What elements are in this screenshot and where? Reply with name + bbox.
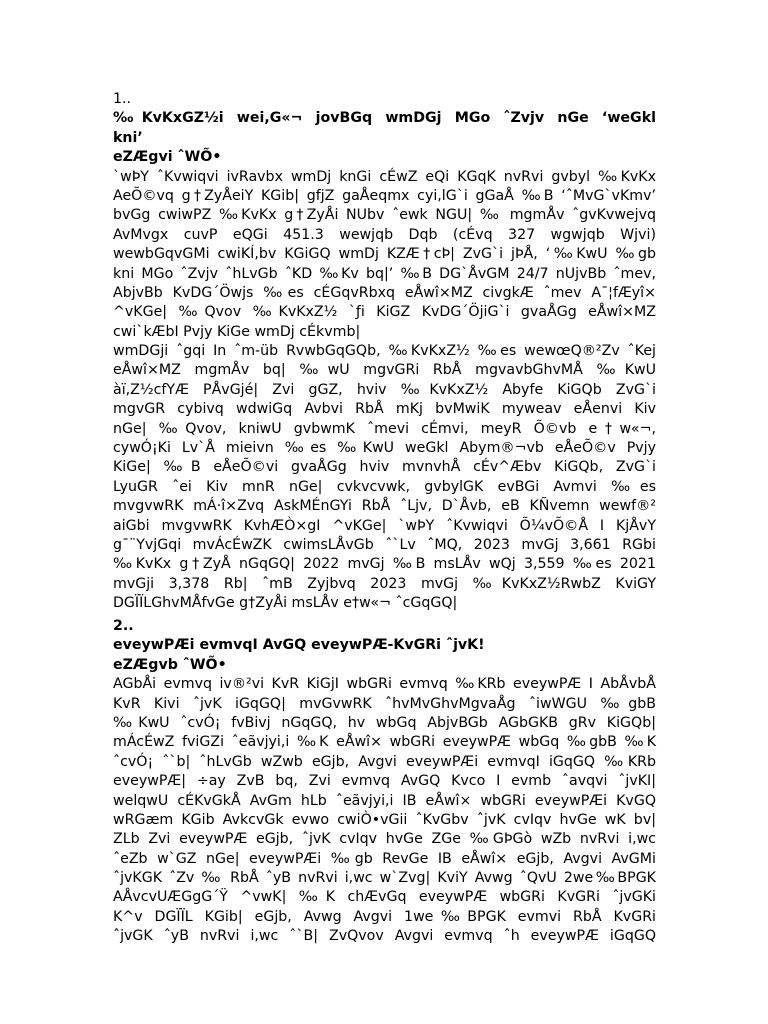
- text-line: wewbGqvGMi cwiKÍ,bv KGiGQ wmDj KZÆ†cÞ| ZvG`i jÞÅ, ‘‰KwU ‰gb: [113, 246, 656, 263]
- article-title: eveywPÆi evmvqI AvGQ eveywPÆ-KvGRi ˆjvK!: [113, 637, 485, 654]
- text-line: K^v DGÏÏL KGib| eGjb, Avwg Avgvi 1we‰BPGK evmvi RbÅ KvGRi: [113, 908, 656, 925]
- article-subtitle: eZÆgvi ˆWÕ•: [113, 149, 222, 166]
- text-line: AvMvgx cuvP eQGi 451.3 wewjqb Dqb (cÉvq 327 wgwjqb Wjvi): [113, 226, 656, 243]
- text-line: àï,Z½cfYÆ PÅvGjé| Zvi gGZ, hviv ‰KvKxZ½ Abyfe KiGQb ZvG`i: [113, 381, 656, 398]
- text-line: wRGæm KGib AvkcvGk evwo cwiÒ•vGii ˆKvGbv ˆjvK cvIqv hvGe wK bv|: [113, 811, 656, 828]
- text-line: eÅwî×MZ mgmÅv bq| ‰wU mgvGRi RbÅ mgvavbGhvMÅ ‰KwU: [113, 362, 656, 379]
- text-line: AGbÅi evmvq iv®²vi KvR KiGjI wbGRi evmvq ‰KRb eveywPÆ I AbÅvbÅ: [113, 676, 656, 693]
- text-line: KiGe| ‰B eÅeÕ©vi gvaÅGg hviv mvnvhÅ cÉv^Æbv KiGQb, ZvG`i: [113, 459, 656, 476]
- section-2: [113, 617, 656, 947]
- text-line: nGe| ‰Qvov, kniwU gvbwmK ˆmevi cÉmvi, meyR Õ©vb e†w«¬,: [113, 420, 656, 437]
- text-line: eveywPÆ| ÷ay ZvB bq, Zvi evmvq AvGQ Kvco I evmb ˆavqvi ˆjvKI|: [113, 773, 656, 790]
- paragraph: [113, 168, 656, 343]
- text-line: ^vKGe| ‰Qvov ‰KvKxZ½ `ƒi KiGZ KvDG´ÖjiG`i gvaÅGg eÅwî×MZ: [113, 304, 656, 321]
- text-line: LyuGR ˆei Kiv mnR nGe| cvkvcvwk, gvbylGK evBGi Avmvi ‰es: [113, 478, 656, 495]
- text-line: wmDGji ˆgqi In ˆm-üb RvwbGqGQb, ‰KvKxZ½ ‰es wewœQ®²Zv ˆKej: [113, 343, 656, 360]
- paragraph: [113, 342, 656, 613]
- text-line: AÅvcvUÆGgG´Ÿ ^vwK| ‰K chÆvGq eveywPÆ wbGRi KvGRi ˆjvGKi: [113, 889, 656, 906]
- text-line: aiGbi mvgvwRK KvhÆÒ×gI ^vKGe| `wÞY ˆKvwiqvi Õ¼vÕ©Å I KjÅvY: [113, 517, 656, 534]
- text-line: ZLb Zvi eveywPÆ eGjb, ˆjvK cvIqv hvGe ZGe ‰GÞGò wZb nvRvi i,wc: [113, 831, 656, 848]
- text-line: AeÕ©vq g†ZyÅeiY KGib| gfjZ gaÅeqmx cyi,lG`i gGaÅ ‰B ‘ˆMvG`vKmv’: [113, 187, 656, 204]
- article-title-line: ‰KvKxGZ½i wei,G«¬ jovBGq wmDGj MGo ˆZvjv nGe ‘weGkl: [113, 110, 656, 127]
- text-line: DGÏÏLGhvMÅfvGe g†ZyÅi msLÅv e†w«¬ ˆcGqGQ|: [113, 595, 458, 612]
- text-line: mvgvwRK mÁ·î×Zvq AskMÉnGYi RbÅ ˆLjv, D`Åvb, eB KÑvemn wewf®²: [113, 498, 656, 515]
- text-line: KvR Kivi ˆjvK iGqGQ| mvGvwRK ˆhvMvGhvMgvaÅg ˆiwWGU ‰gbB: [113, 695, 656, 712]
- text-line: ˆcvÓ¡ ˆ`b| ˆhLvGb wZwb eGjb, Avgvi eveywPÆi evmvqI iGqGQ ‰KRb: [113, 753, 656, 770]
- text-line: kni MGo ˆZvjv ˆhLvGb ˆKD ‰Kv bq|’ ‰B DG`ÅvGM 24/7 nUjvBb ˆmev,: [113, 265, 656, 282]
- text-line: cwi`kÆbI Pvjy KiGe wmDj cÉkvmb|: [113, 323, 361, 340]
- text-line: ‰KvKx g†ZyÅ nGqGQ| 2022 mvGj ‰B msLÅv wQj 3,559 ‰es 2021: [113, 556, 656, 573]
- section-number: 2..: [113, 618, 134, 634]
- text-line: ˆjvKGK ˆZv ‰ RbÅ ˆyB nvRvi i,wc w`Zvg| KviY Avwg ˆQvU 2we‰BPGK: [113, 870, 656, 887]
- text-line: bvGg cwiwPZ ‰KvKx g†ZyÅi NUbv ˆewk NGU| ‰ mgmÅv ˆgvKvwejvq: [113, 207, 656, 224]
- paragraph: [113, 675, 656, 946]
- text-line: g¯¨YvjGqi mvÁcÉwZK cwimsLÅvGb ˆ`Lv ˆMQ, 2023 mvGj 3,661 RGbi: [113, 536, 656, 553]
- text-line: cywÓ¡Ki Lv`Å mieivn ‰es ‰KwU weGkl Abym®¬vb eÅeÕ©v Pvjy: [113, 440, 656, 457]
- section-number: 1..: [113, 91, 132, 107]
- text-line: mgvGR cybivq wdwiGq Avbvi RbÅ mKj bvMwiK myweav eÅenvi Kiv: [113, 401, 656, 418]
- text-line: mvGji 3,378 Rb| ˆmB Zyjbvq 2023 mvGj ‰KvKxZ½RwbZ KviGY: [113, 575, 656, 592]
- text-line: ˆeZb w`GZ nGe| eveywPÆi ‰gb RevGe IB eÅwî× eGjb, Avgvi AvGMi: [113, 850, 656, 867]
- text-line: ‰KwU ˆcvÓ¡ fvBivj nGqGQ, hv wbGq AbjvBGb AGbGKB gRv KiGQb|: [113, 714, 656, 731]
- article-title-line: kni’: [113, 129, 143, 146]
- article-subtitle: eZÆgvb ˆWÕ•: [113, 656, 227, 673]
- text-line: mÁcÉwZ fviGZi ˆeãvjyi,i ‰K eÅwî× wbGRi eveywPÆ wbGq ‰gbB ‰K: [113, 734, 656, 751]
- text-line: ˆjvGK ˆyB nvRvi i,wc ˆ`B| ZvQvov Avgvi evmvq ˆh eveywPÆ iGqGQ: [113, 928, 656, 945]
- section-1: [113, 90, 656, 614]
- text-line: welqwU cÉKvGkÅ AvGm hLb ˆeãvjyi,i IB eÅwî× wbGRi eveywPÆi KvGQ: [113, 792, 656, 809]
- text-line: `wÞY ˆKvwiqvi ivRavbx wmDj knGi cÉwZ eQi KGqK nvRvi gvbyl ‰KvKx: [113, 168, 656, 185]
- text-line: AbjvBb KvDG´Öwjs ‰es cÉGqvRbxq eÅwî×MZ civgkÆ ˆmev A¯¦fÆyî×: [113, 284, 656, 301]
